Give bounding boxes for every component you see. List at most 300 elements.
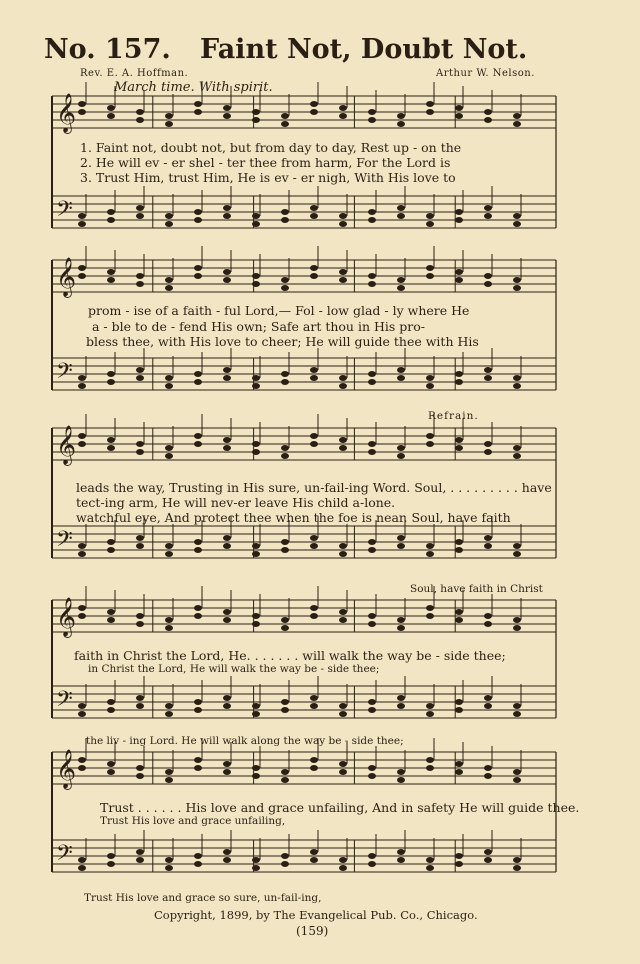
- note-head: [165, 113, 173, 119]
- note-head: [194, 379, 202, 385]
- note-head: [281, 547, 289, 553]
- note-head: [194, 547, 202, 553]
- note-head: [136, 773, 144, 779]
- note-head: [455, 269, 463, 275]
- note-head: [194, 613, 202, 619]
- note-head: [368, 117, 376, 123]
- note-head: [107, 277, 115, 283]
- note-head: [252, 703, 260, 709]
- note-head: [165, 383, 173, 389]
- note-head: [78, 441, 86, 447]
- note-head: [397, 277, 405, 283]
- note-head: [397, 857, 405, 863]
- note-head: [484, 213, 492, 219]
- note-head: [426, 865, 434, 871]
- note-head: [484, 117, 492, 123]
- note-head: [252, 109, 260, 115]
- note-head: [513, 769, 521, 775]
- note-head: [165, 625, 173, 631]
- note-head: [194, 209, 202, 215]
- note-head: [339, 269, 347, 275]
- note-head: [339, 609, 347, 615]
- note-head: [310, 543, 318, 549]
- note-head: [223, 695, 231, 701]
- note-head: [281, 217, 289, 223]
- note-head: [107, 547, 115, 553]
- note-head: [252, 281, 260, 287]
- note-head: [165, 711, 173, 717]
- note-head: [107, 113, 115, 119]
- note-head: [310, 857, 318, 863]
- note-head: [252, 857, 260, 863]
- note-head: [484, 695, 492, 701]
- note-head: [339, 761, 347, 767]
- tempo-marking: March time. With spirit.: [114, 80, 273, 95]
- hymn-number: No. 157.: [44, 34, 171, 65]
- note-head: [194, 539, 202, 545]
- system-4-bass-lyric: the liv - ing Lord. He will walk along the way be - side thee;: [86, 735, 404, 747]
- note-head: [513, 865, 521, 871]
- note-head: [484, 621, 492, 627]
- note-head: [368, 547, 376, 553]
- note-head: [165, 221, 173, 227]
- note-head: [223, 277, 231, 283]
- note-head: [252, 375, 260, 381]
- note-head: [194, 217, 202, 223]
- note-head: [339, 617, 347, 623]
- note-head: [426, 213, 434, 219]
- note-head: [252, 383, 260, 389]
- note-head: [426, 613, 434, 619]
- note-head: [310, 375, 318, 381]
- note-head: [455, 699, 463, 705]
- note-head: [281, 777, 289, 783]
- note-head: [426, 221, 434, 227]
- note-head: [368, 773, 376, 779]
- note-head: [194, 861, 202, 867]
- note-head: [223, 213, 231, 219]
- note-head: [513, 285, 521, 291]
- system-3-lyric-verse-2: tect-ing arm, He will nev-er leave His child a-lone.: [76, 495, 396, 510]
- note-head: [78, 375, 86, 381]
- note-head: [252, 865, 260, 871]
- note-head: [107, 539, 115, 545]
- note-head: [339, 865, 347, 871]
- note-head: [368, 765, 376, 771]
- note-head: [165, 777, 173, 783]
- note-head: [368, 217, 376, 223]
- note-head: [78, 857, 86, 863]
- note-head: [223, 269, 231, 275]
- note-head: [223, 609, 231, 615]
- note-head: [136, 449, 144, 455]
- note-head: [484, 449, 492, 455]
- note-head: [252, 621, 260, 627]
- note-head: [107, 853, 115, 859]
- note-head: [136, 849, 144, 855]
- note-head: [107, 609, 115, 615]
- note-head: [484, 273, 492, 279]
- note-head: [136, 535, 144, 541]
- note-head: [310, 535, 318, 541]
- system-5-lyric-alto: Trust His love and grace unfailing,: [100, 815, 286, 827]
- note-head: [310, 101, 318, 107]
- note-head: [281, 113, 289, 119]
- note-head: [455, 277, 463, 283]
- note-head: [223, 761, 231, 767]
- note-head: [194, 109, 202, 115]
- note-head: [223, 857, 231, 863]
- note-head: [194, 101, 202, 107]
- note-head: [78, 865, 86, 871]
- note-head: [78, 265, 86, 271]
- note-head: [107, 105, 115, 111]
- note-head: [165, 375, 173, 381]
- note-head: [368, 109, 376, 115]
- note-head: [107, 707, 115, 713]
- note-head: [310, 703, 318, 709]
- note-head: [281, 121, 289, 127]
- note-head: [339, 543, 347, 549]
- note-head: [368, 441, 376, 447]
- note-head: [368, 273, 376, 279]
- note-head: [223, 543, 231, 549]
- note-head: [397, 113, 405, 119]
- note-head: [165, 703, 173, 709]
- note-head: [339, 437, 347, 443]
- note-head: [78, 273, 86, 279]
- note-head: [513, 383, 521, 389]
- note-head: [513, 857, 521, 863]
- note-head: [281, 539, 289, 545]
- note-head: [513, 445, 521, 451]
- note-head: [281, 209, 289, 215]
- note-head: [223, 445, 231, 451]
- note-head: [136, 695, 144, 701]
- bass-clef-icon: 𝄢: [56, 197, 73, 227]
- note-head: [107, 437, 115, 443]
- note-head: [339, 221, 347, 227]
- note-head: [310, 213, 318, 219]
- note-head: [136, 367, 144, 373]
- note-head: [310, 205, 318, 211]
- note-head: [281, 625, 289, 631]
- system-2-lyric-verse-2: a - ble to de - fend His own; Safe art thou in His pro-: [92, 319, 425, 334]
- note-head: [368, 209, 376, 215]
- note-head: [513, 213, 521, 219]
- note-head: [310, 757, 318, 763]
- note-head: [78, 765, 86, 771]
- note-head: [310, 605, 318, 611]
- note-head: [194, 441, 202, 447]
- note-head: [339, 551, 347, 557]
- note-head: [339, 105, 347, 111]
- system-5-bass-lyric: Trust His love and grace so sure, un-fail-ing,: [84, 892, 322, 904]
- note-head: [397, 617, 405, 623]
- note-head: [455, 539, 463, 545]
- note-head: [455, 547, 463, 553]
- note-head: [397, 543, 405, 549]
- note-head: [426, 703, 434, 709]
- note-head: [513, 121, 521, 127]
- note-head: [136, 375, 144, 381]
- note-head: [513, 625, 521, 631]
- note-head: [281, 769, 289, 775]
- note-head: [426, 383, 434, 389]
- note-head: [484, 703, 492, 709]
- note-head: [310, 613, 318, 619]
- system-3-lyric-verse-1: leads the way, Trusting in His sure, un-fail-ing Word. Soul, . . . . . . . . . have: [76, 480, 552, 495]
- note-head: [194, 699, 202, 705]
- note-head: [223, 113, 231, 119]
- note-head: [194, 757, 202, 763]
- hymn-title: Faint Not, Doubt Not.: [200, 34, 528, 65]
- note-head: [513, 703, 521, 709]
- note-head: [455, 861, 463, 867]
- note-head: [397, 769, 405, 775]
- note-head: [136, 613, 144, 619]
- note-head: [455, 617, 463, 623]
- note-head: [368, 371, 376, 377]
- note-head: [368, 539, 376, 545]
- note-head: [455, 707, 463, 713]
- note-head: [513, 113, 521, 119]
- note-head: [107, 445, 115, 451]
- note-head: [397, 375, 405, 381]
- note-head: [455, 609, 463, 615]
- note-head: [136, 543, 144, 549]
- note-head: [310, 433, 318, 439]
- note-head: [368, 379, 376, 385]
- system-2-lyric-verse-1: prom - ise of a faith - ful Lord,— Fol - low glad - ly where He: [88, 303, 470, 318]
- note-head: [484, 543, 492, 549]
- note-head: [455, 371, 463, 377]
- lyricist-credit: Rev. E. A. Hoffman.: [80, 68, 189, 79]
- composer-credit: Arthur W. Nelson.: [436, 68, 535, 79]
- note-head: [165, 121, 173, 127]
- note-head: [78, 605, 86, 611]
- note-head: [136, 213, 144, 219]
- note-head: [368, 853, 376, 859]
- note-head: [78, 711, 86, 717]
- note-head: [455, 113, 463, 119]
- note-head: [310, 765, 318, 771]
- note-head: [281, 707, 289, 713]
- note-head: [426, 441, 434, 447]
- note-head: [281, 861, 289, 867]
- treble-clef-icon: 𝄞: [56, 93, 77, 133]
- note-head: [165, 865, 173, 871]
- note-head: [397, 535, 405, 541]
- note-head: [78, 213, 86, 219]
- note-head: [194, 433, 202, 439]
- note-head: [252, 765, 260, 771]
- note-head: [252, 551, 260, 557]
- note-head: [165, 857, 173, 863]
- note-head: [455, 769, 463, 775]
- note-head: [165, 551, 173, 557]
- note-head: [107, 217, 115, 223]
- note-head: [397, 625, 405, 631]
- note-head: [310, 273, 318, 279]
- note-head: [136, 109, 144, 115]
- note-head: [484, 849, 492, 855]
- note-head: [223, 535, 231, 541]
- note-head: [513, 277, 521, 283]
- note-head: [252, 773, 260, 779]
- note-head: [513, 711, 521, 717]
- treble-clef-icon: 𝄞: [56, 425, 77, 465]
- note-head: [194, 273, 202, 279]
- note-head: [136, 703, 144, 709]
- note-head: [165, 617, 173, 623]
- note-head: [513, 221, 521, 227]
- note-head: [513, 375, 521, 381]
- note-head: [513, 453, 521, 459]
- note-head: [252, 221, 260, 227]
- note-head: [78, 101, 86, 107]
- note-head: [310, 849, 318, 855]
- note-head: [397, 205, 405, 211]
- note-head: [426, 605, 434, 611]
- note-head: [252, 117, 260, 123]
- note-head: [281, 277, 289, 283]
- note-head: [165, 769, 173, 775]
- note-head: [484, 765, 492, 771]
- note-head: [194, 853, 202, 859]
- note-head: [281, 617, 289, 623]
- note-head: [426, 543, 434, 549]
- system-3-lyric-verse-3: watchful eye, And protect thee when the foe is near. Soul, have faith: [76, 510, 511, 525]
- note-head: [397, 445, 405, 451]
- system-4-lyric-soprano: faith in Christ the Lord, He. . . . . . . will walk the way be - side thee;: [74, 648, 506, 663]
- note-head: [165, 445, 173, 451]
- note-head: [252, 711, 260, 717]
- note-head: [397, 777, 405, 783]
- system-3-bass-lyric: Soul, have faith in Christ: [410, 583, 543, 595]
- note-head: [426, 265, 434, 271]
- note-head: [455, 209, 463, 215]
- note-head: [136, 281, 144, 287]
- note-head: [136, 857, 144, 863]
- note-head: [310, 695, 318, 701]
- system-2-lyric-verse-3: bless thee, with His love to cheer; He will guide thee with His: [86, 334, 479, 349]
- note-head: [484, 857, 492, 863]
- bass-clef-icon: 𝄢: [56, 687, 73, 717]
- note-head: [223, 769, 231, 775]
- note-head: [339, 213, 347, 219]
- note-head: [339, 113, 347, 119]
- note-head: [397, 285, 405, 291]
- note-head: [368, 861, 376, 867]
- note-head: [223, 849, 231, 855]
- note-head: [368, 699, 376, 705]
- note-head: [426, 109, 434, 115]
- copyright-notice: Copyright, 1899, by The Evangelical Pub. Co., Chicago.: [154, 908, 478, 922]
- note-head: [78, 543, 86, 549]
- system-1-lyric-verse-3: 3. Trust Him, trust Him, He is ev - er nigh, With His love to: [80, 170, 456, 185]
- note-head: [107, 269, 115, 275]
- note-head: [426, 765, 434, 771]
- system-5-lyric-soprano: Trust . . . . . . His love and grace unfailing, And in safety He will guide thee.: [100, 800, 580, 815]
- note-head: [136, 621, 144, 627]
- note-head: [513, 551, 521, 557]
- note-head: [426, 757, 434, 763]
- note-head: [339, 445, 347, 451]
- note-head: [310, 441, 318, 447]
- note-head: [281, 371, 289, 377]
- note-head: [165, 213, 173, 219]
- note-head: [310, 367, 318, 373]
- note-head: [223, 703, 231, 709]
- note-head: [339, 375, 347, 381]
- note-head: [136, 117, 144, 123]
- note-head: [513, 617, 521, 623]
- note-head: [78, 757, 86, 763]
- bass-clef-icon: 𝄢: [56, 359, 73, 389]
- note-head: [281, 379, 289, 385]
- note-head: [455, 105, 463, 111]
- system-1-lyric-verse-1: 1. Faint not, doubt not, but from day to day, Rest up - on the: [80, 140, 462, 155]
- note-head: [426, 857, 434, 863]
- note-head: [484, 441, 492, 447]
- note-head: [194, 371, 202, 377]
- note-head: [281, 285, 289, 291]
- note-head: [455, 379, 463, 385]
- note-head: [194, 605, 202, 611]
- note-head: [78, 551, 86, 557]
- note-head: [426, 711, 434, 717]
- note-head: [281, 445, 289, 451]
- note-head: [194, 707, 202, 713]
- note-head: [339, 703, 347, 709]
- note-head: [484, 773, 492, 779]
- note-head: [78, 109, 86, 115]
- refrain-label: Refrain.: [428, 410, 479, 422]
- note-head: [223, 375, 231, 381]
- note-head: [223, 367, 231, 373]
- note-head: [339, 383, 347, 389]
- treble-clef-icon: 𝄞: [56, 597, 77, 637]
- note-head: [136, 765, 144, 771]
- note-head: [397, 695, 405, 701]
- note-head: [223, 617, 231, 623]
- note-head: [107, 379, 115, 385]
- note-head: [513, 777, 521, 783]
- note-head: [484, 367, 492, 373]
- note-head: [165, 285, 173, 291]
- note-head: [513, 543, 521, 549]
- note-head: [397, 703, 405, 709]
- note-head: [107, 617, 115, 623]
- note-head: [426, 433, 434, 439]
- note-head: [223, 205, 231, 211]
- note-head: [339, 769, 347, 775]
- note-head: [484, 109, 492, 115]
- note-head: [426, 375, 434, 381]
- note-head: [339, 857, 347, 863]
- note-head: [310, 265, 318, 271]
- note-head: [78, 703, 86, 709]
- note-head: [339, 277, 347, 283]
- note-head: [252, 273, 260, 279]
- system-1-lyric-verse-2: 2. He will ev - er shel - ter thee from harm, For the Lord is: [80, 155, 451, 170]
- note-head: [252, 213, 260, 219]
- note-head: [252, 613, 260, 619]
- note-head: [107, 371, 115, 377]
- note-head: [78, 433, 86, 439]
- note-head: [107, 761, 115, 767]
